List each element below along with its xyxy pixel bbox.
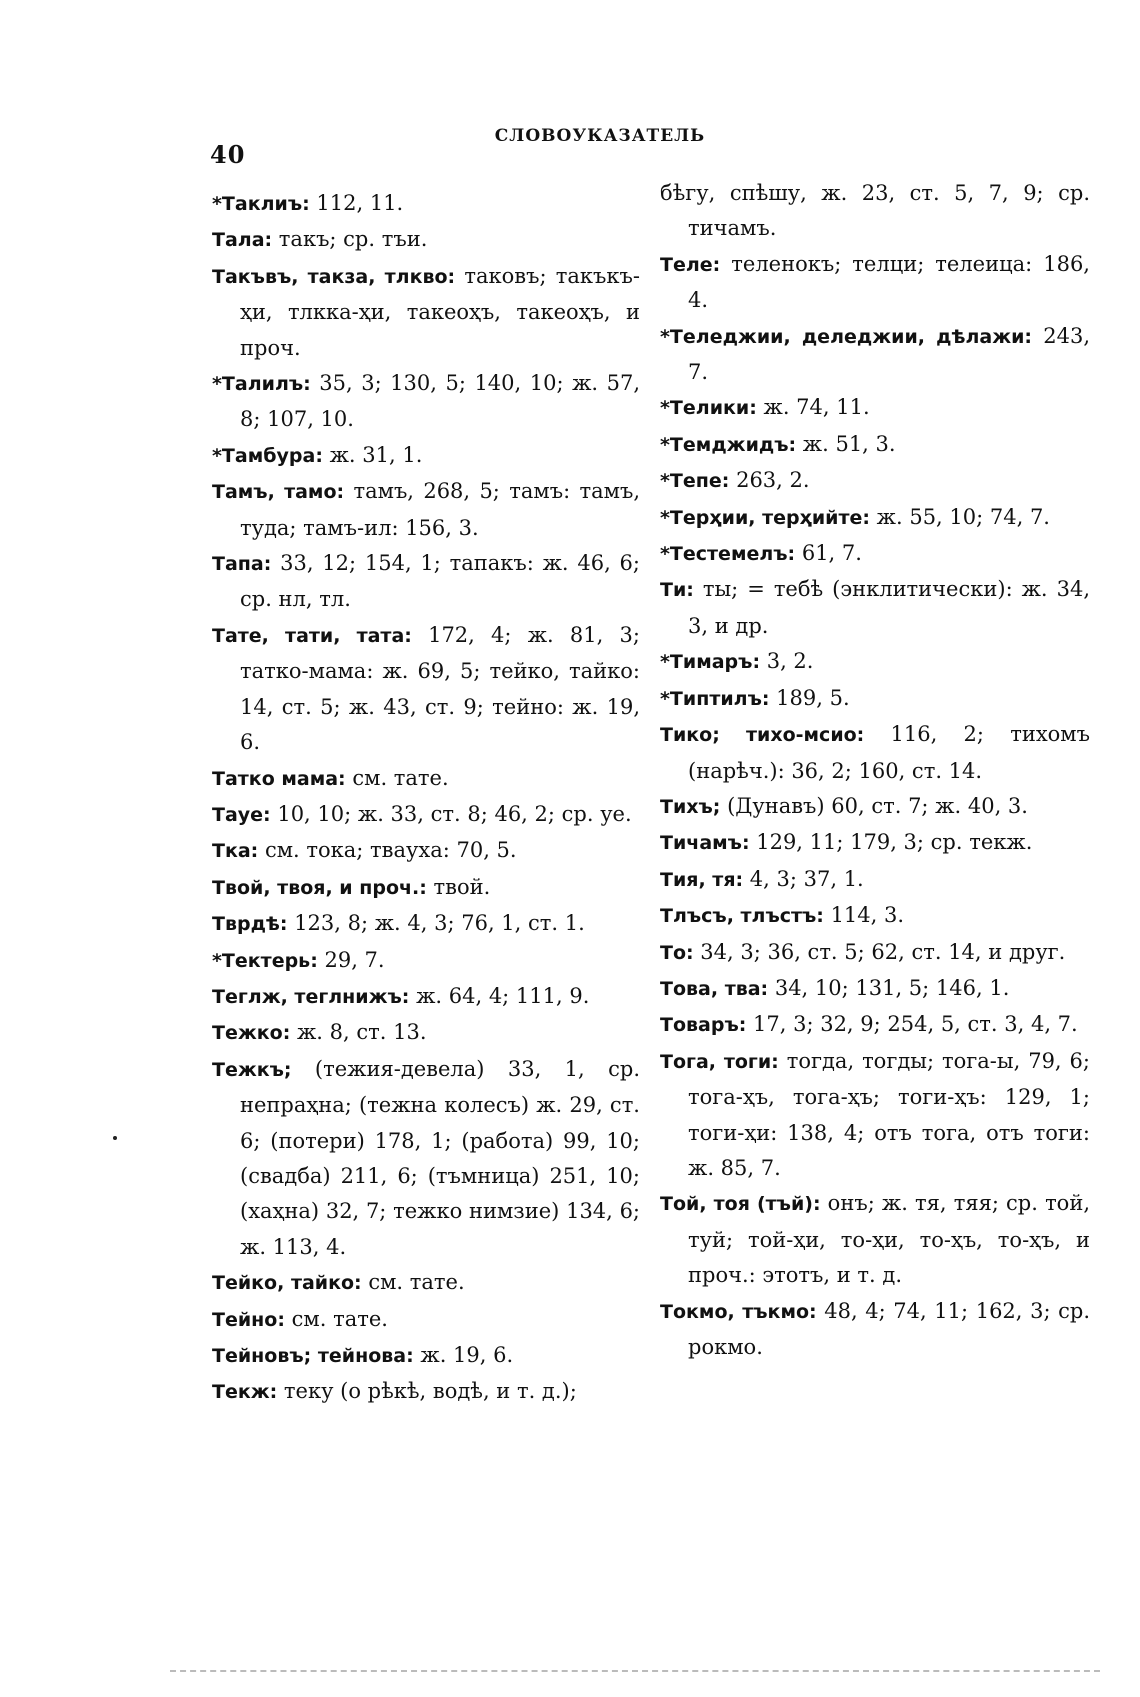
- entry-text: тогда, тогды; тога-ы, 79, 6; тога-ҳъ, тога-ҳъ; тоги-ҳъ: 129, 1; тоги-ҳи: 138, 4; отъ тога, отъ тоги: ж. 85, 7.: [688, 1048, 1090, 1180]
- entry-headword: Теглж, теглнижъ:: [212, 985, 410, 1008]
- dictionary-entry: [660, 898, 1090, 934]
- entry-headword: Такъвъ, такза, тлкво:: [212, 265, 456, 288]
- entry-headword: Ти:: [660, 579, 694, 602]
- dictionary-entry: [212, 1265, 640, 1301]
- entry-text: ж. 74, 11.: [756, 395, 870, 420]
- entry-headword: Той, тоя (тъй):: [660, 1193, 821, 1216]
- entry-headword: Токмо, тъкмо:: [660, 1300, 817, 1323]
- entry-headword: Тейновъ; тейнова:: [212, 1345, 414, 1367]
- entry-headword: Това, тва:: [660, 977, 769, 1000]
- entry-text: 114, 3.: [823, 903, 905, 928]
- left-column: [212, 186, 640, 1411]
- entry-text: 48, 4; 74, 11; 162, 3; ср. рокмо.: [688, 1298, 1091, 1359]
- entry-text: см. тате.: [361, 1270, 465, 1295]
- dictionary-entry: [212, 833, 640, 869]
- dictionary-entry: [660, 971, 1090, 1007]
- dictionary-entry: [660, 500, 1090, 536]
- dictionary-entry: [212, 797, 640, 833]
- entry-text: 189, 5.: [769, 685, 850, 710]
- entry-headword: *Таклиъ:: [212, 193, 310, 215]
- entry-headword: Тауе:: [212, 803, 271, 826]
- entry-text: твой.: [426, 874, 491, 899]
- entry-text: см. тате.: [284, 1306, 388, 1331]
- entry-headword: Товаръ:: [660, 1014, 747, 1037]
- entry-headword: Тихъ;: [660, 795, 721, 818]
- entry-headword: Тала:: [212, 229, 273, 252]
- dictionary-entry: [212, 943, 640, 979]
- entry-text: тамъ, 268, 5; тамъ: тамъ, туда; тамъ-ил: 156, 3.: [240, 479, 641, 540]
- dictionary-entry: [660, 1186, 1090, 1293]
- entry-text: такъ; ср. тъи.: [272, 227, 428, 252]
- dictionary-entry: [660, 390, 1090, 426]
- entry-text: 35, 3; 130, 5; 140, 10; ж. 57, 8; 107, 10.: [240, 371, 640, 432]
- entry-text: ж. 8, ст. 13.: [290, 1020, 427, 1045]
- entry-text: 112, 11.: [309, 191, 404, 215]
- entry-headword: Тврдѣ:: [212, 913, 288, 936]
- dictionary-entry: [660, 1294, 1090, 1366]
- dictionary-entry: [660, 463, 1090, 499]
- entry-headword: *Тепе:: [660, 470, 730, 493]
- dictionary-entry: [660, 789, 1090, 825]
- dictionary-entry: [212, 1338, 640, 1374]
- dictionary-entry: [660, 176, 1090, 247]
- dictionary-entry: [660, 862, 1090, 898]
- entry-headword: *Тестемелъ:: [660, 543, 796, 566]
- entry-text: 17, 3; 32, 9; 254, 5, ст. 3, 4, 7.: [746, 1012, 1078, 1037]
- dictionary-entry: [212, 222, 640, 258]
- entry-headword: *Типтилъ:: [660, 687, 770, 710]
- entry-text: бѣгу, спѣшу, ж. 23, ст. 5, 7, 9; ср. тичамъ.: [660, 181, 1090, 241]
- entry-headword: *Теледжии, деледжии, дѣлажи:: [660, 325, 1033, 348]
- dictionary-entry: [660, 536, 1090, 572]
- entry-text: 263, 2.: [729, 468, 810, 493]
- entry-text: ж. 64, 4; 111, 9.: [409, 983, 590, 1008]
- bottom-rule: [170, 1670, 1100, 1672]
- print-speck: [113, 1136, 117, 1140]
- entry-text: теленокъ; телци; телеица: 186, 4.: [688, 251, 1090, 313]
- entry-text: ж. 55, 10; 74, 7.: [869, 504, 1050, 529]
- dictionary-entry: [660, 572, 1090, 644]
- entry-headword: Тежкъ;: [212, 1058, 292, 1081]
- dictionary-entry: [212, 366, 640, 438]
- entry-text: 116, 2; тихомъ (нарѣч.): 36, 2; 160, ст. 14.: [688, 722, 1090, 783]
- entry-text: ты; = тебѣ (энклитически): ж. 34, 3, и др.: [688, 577, 1090, 638]
- entry-headword: То:: [660, 941, 694, 964]
- entry-text: теку (о рѣкѣ, водѣ, и т. д.);: [277, 1379, 577, 1404]
- entry-text: см. тате.: [345, 765, 449, 790]
- dictionary-entry: [660, 717, 1090, 789]
- entry-headword: Текж:: [212, 1381, 278, 1404]
- entry-text: таковъ; такъкъ-ҳи, тлкка-ҳи, такеоҳъ, такеоҳъ, и проч.: [240, 263, 640, 360]
- right-column: [660, 176, 1090, 1365]
- entry-headword: Тейко, тайко:: [212, 1272, 362, 1295]
- dictionary-entry: [660, 825, 1090, 861]
- dictionary-entry: [212, 259, 640, 366]
- entry-text: (Дунавъ) 60, ст. 7; ж. 40, 3.: [720, 793, 1028, 818]
- entry-headword: Тейно:: [212, 1308, 285, 1331]
- dictionary-entry: [212, 870, 640, 906]
- dictionary-entry: [660, 427, 1090, 463]
- running-head: СЛОВОУКАЗАТЕЛЬ: [494, 126, 706, 146]
- dictionary-entry: [212, 546, 640, 618]
- dictionary-entry: [212, 186, 640, 222]
- entry-text: 123, 8; ж. 4, 3; 76, 1, ст. 1.: [287, 911, 585, 936]
- dictionary-entry: [660, 319, 1090, 391]
- entry-text: ж. 51, 3.: [796, 431, 896, 456]
- entry-text: ж. 19, 6.: [413, 1343, 514, 1367]
- dictionary-entry: [212, 1374, 640, 1410]
- entry-text: 33, 12; 154, 1; тапакъ: ж. 46, 6; ср. нл, тл.: [240, 551, 640, 612]
- page-number: 40: [210, 140, 246, 169]
- entry-headword: Тате, тати, тата:: [212, 624, 412, 647]
- entry-text: 129, 11; 179, 3; ср. текж.: [749, 830, 1033, 855]
- entry-headword: Тамъ, тамо:: [212, 481, 345, 504]
- entry-headword: *Тимаръ:: [660, 651, 761, 674]
- entry-headword: Тапа:: [212, 553, 272, 576]
- entry-headword: *Темджидъ:: [660, 433, 797, 456]
- entry-text: онъ; ж. тя, тяя; ср. той, туй; той-ҳи, то-ҳи, то-ҳъ, то-ҳъ, и проч.: этотъ, и т. д.: [688, 1191, 1090, 1288]
- entry-headword: *Тектерь:: [212, 949, 318, 972]
- entry-text: 4, 3; 37, 1.: [743, 866, 864, 891]
- entry-headword: Тога, тоги:: [660, 1050, 779, 1073]
- entry-text: (тежия-девела) 33, 1, ср. непраҳна; (тежна колесъ) ж. 29, ст. 6; (потери) 178, 1; (работа) 99, 10; (свадба) 211, 6; (тъмница) 251, 10; (хаҳна) 32, 7; тежко нимзие) 134, 6; ж. 113, 4.: [240, 1056, 640, 1259]
- dictionary-entry: [212, 761, 640, 797]
- entry-headword: Татко мама:: [212, 767, 346, 790]
- dictionary-entry: [660, 681, 1090, 717]
- entry-text: 3, 2.: [760, 649, 814, 674]
- dictionary-entry: [212, 979, 640, 1015]
- entry-headword: *Телики:: [660, 397, 757, 420]
- entry-headword: *Терҳии, терҳийте:: [660, 506, 870, 529]
- dictionary-entry: [212, 906, 640, 942]
- entry-text: см. тока; твауха: 70, 5.: [258, 838, 517, 863]
- dictionary-entry: [212, 1052, 640, 1265]
- entry-text: 172, 4; ж. 81, 3; татко-мама: ж. 69, 5; тейко, тайко: 14, ст. 5; ж. 43, ст. 9; тейно: ж. 19, 6.: [240, 622, 640, 755]
- entry-headword: Тлъсъ, тлъстъ:: [660, 905, 824, 928]
- dictionary-entry: [660, 1007, 1090, 1043]
- dictionary-entry: [660, 247, 1090, 319]
- entry-headword: Тежко:: [212, 1022, 291, 1045]
- dictionary-entry: [660, 935, 1090, 971]
- entry-text: 29, 7.: [317, 947, 385, 972]
- dictionary-entry: [212, 438, 640, 474]
- entry-headword: Теле:: [660, 253, 721, 276]
- dictionary-entry: [660, 644, 1090, 680]
- entry-headword: Твой, твоя, и проч.:: [212, 876, 427, 899]
- entry-headword: Тка:: [212, 840, 259, 863]
- entry-headword: *Талилъ:: [212, 373, 311, 396]
- dictionary-entry: [212, 1302, 640, 1338]
- entry-text: 34, 3; 36, ст. 5; 62, ст. 14, и друг.: [693, 939, 1066, 964]
- entry-text: 243, 7.: [688, 323, 1090, 385]
- dictionary-entry: [212, 618, 640, 761]
- dictionary-entry: [212, 474, 640, 546]
- dictionary-entry: [212, 1015, 640, 1051]
- entry-text: 34, 10; 131, 5; 146, 1.: [768, 975, 1010, 1000]
- dictionary-entry: [660, 1044, 1090, 1187]
- entry-headword: Тичамъ:: [660, 832, 750, 855]
- entry-text: 61, 7.: [795, 541, 862, 566]
- entry-text: ж. 31, 1.: [322, 442, 423, 467]
- entry-headword: Тико; тихо-мсио:: [660, 724, 865, 747]
- entry-headword: Тия, тя:: [660, 868, 744, 891]
- entry-text: 10, 10; ж. 33, ст. 8; 46, 2; ср. уе.: [270, 801, 632, 826]
- entry-headword: *Тамбура:: [212, 444, 323, 467]
